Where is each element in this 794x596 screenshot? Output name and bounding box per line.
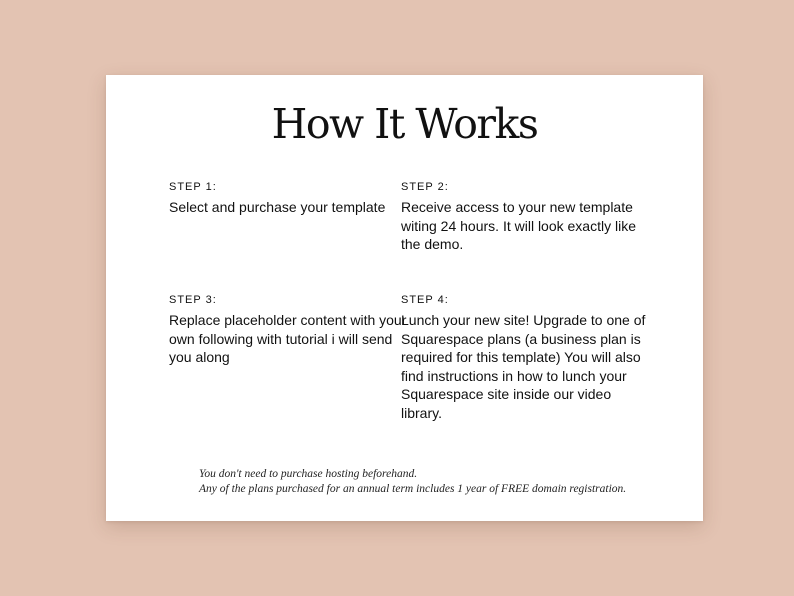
page-title: How It Works — [271, 100, 538, 148]
step-4-text: Lunch your new site! Upgrade to one of Squarespace plans (a business plan is required for this template) You will also find instructions in how to lunch your Squarespace site inside our video library. — [401, 312, 646, 421]
step-3 — [169, 293, 414, 367]
step-2 — [401, 180, 646, 254]
footnote-line-2: Any of the plans purchased for an annual term includes 1 year of FREE domain registration. — [199, 483, 627, 495]
step-1 — [169, 180, 414, 217]
step-3-text: Replace placeholder content with your own following with tutorial i will send you along — [169, 312, 407, 365]
step-1-label: STEP 1: — [169, 181, 217, 193]
step-2-label: STEP 2: — [401, 181, 449, 193]
step-1-text: Select and purchase your template — [169, 199, 386, 215]
step-3-label: STEP 3: — [169, 294, 217, 306]
step-2-text: Receive access to your new template witing 24 hours. It will look exactly like the demo. — [401, 199, 636, 252]
step-4-label: STEP 4: — [401, 294, 449, 306]
info-card — [106, 75, 703, 521]
step-4 — [401, 293, 646, 422]
footnote — [199, 467, 679, 497]
footnote-line-1: You don't need to purchase hosting beforehand. — [199, 468, 418, 480]
